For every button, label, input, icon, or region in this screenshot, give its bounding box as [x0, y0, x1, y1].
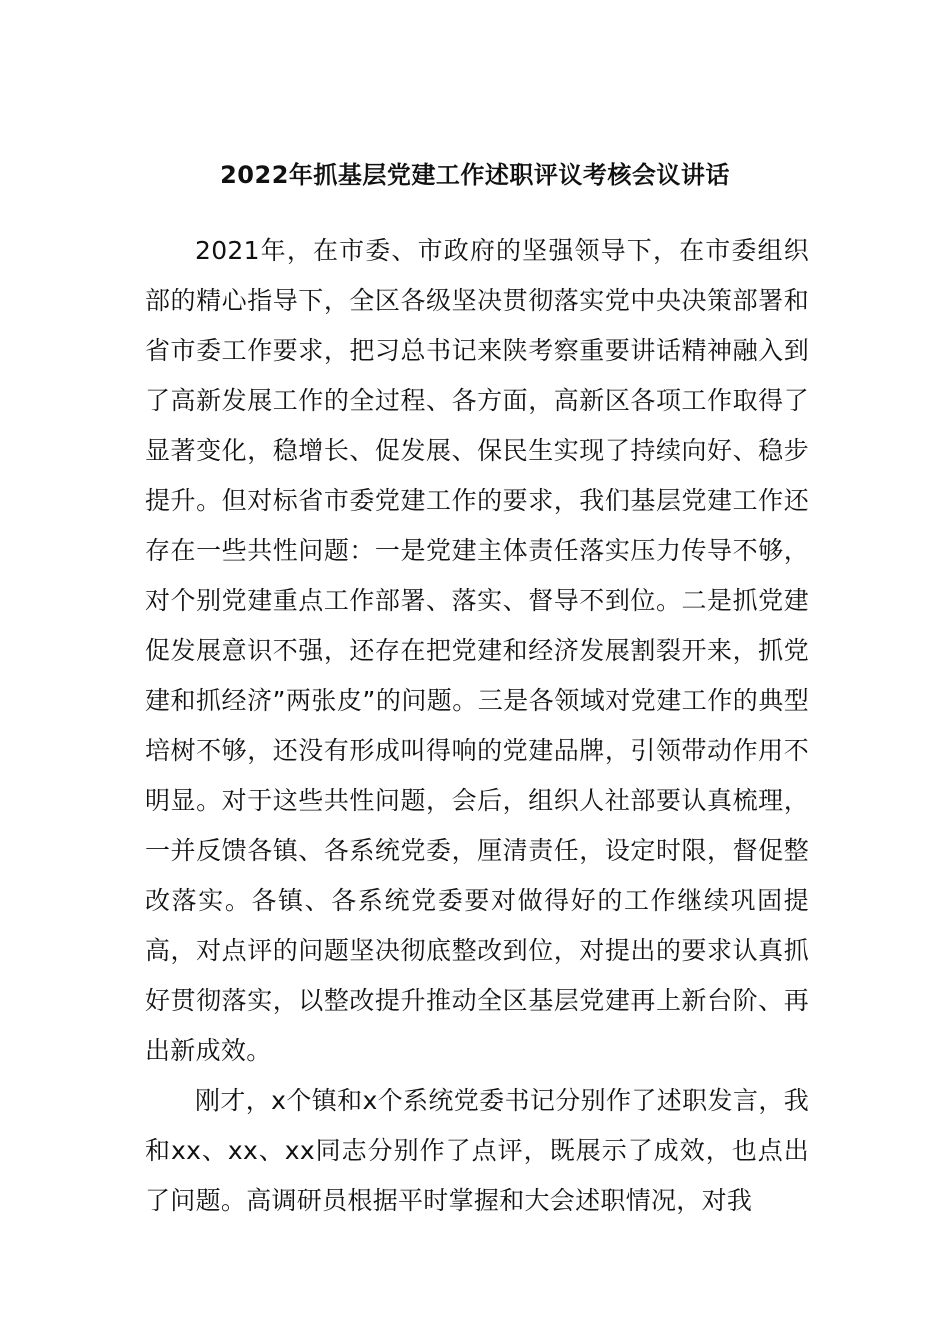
document-title: 2022年抓基层党建工作述职评议考核会议讲话 [220, 161, 730, 189]
paragraph-2: 刚才，x个镇和x个系统党委书记分别作了述职发言，我和xx、xx、xx同志分别作了点评，既展示了成效，也点出了问题。高调研员根据平时掌握和大会述职情况，对我 [145, 1086, 809, 1215]
paragraph-1: 2021年，在市委、市政府的坚强领导下，在市委组织部的精心指导下，全区各级坚决贯彻落实党中央决策部署和省市委工作要求，把习总书记来陕考察重要讲话精神融入到了高新发展工作的全过程、各方面，高新区各项工作取得了显著变化，稳增长、促发展、保民生实现了持续向好、稳步提升。但对标省市委党建工作的要求，我们基层党建工作还存在一些共性问题：一是党建主体责任落实压力传导不够，对个别党建重点工作部署、落实、督导不到位。二是抓党建促发展意识不强，还存在把党建和经济发展割裂开来，抓党建和抓经济”两张皮”的问题。三是各领域对党建工作的典型培树不够，还没有形成叫得响的党建品牌，引领带动作用不明显。对于这些共性问题，会后，组织人社部要认真梳理，一并反馈各镇、各系统党委，厘清责任，设定时限，督促整改落实。各镇、各系统党委要对做得好的工作继续巩固提高，对点评的问题坚决彻底整改到位，对提出的要求认真抓好贯彻落实，以整改提升推动全区基层党建再上新台阶、再出新成效。 [145, 236, 809, 1065]
document-body [145, 226, 809, 1226]
